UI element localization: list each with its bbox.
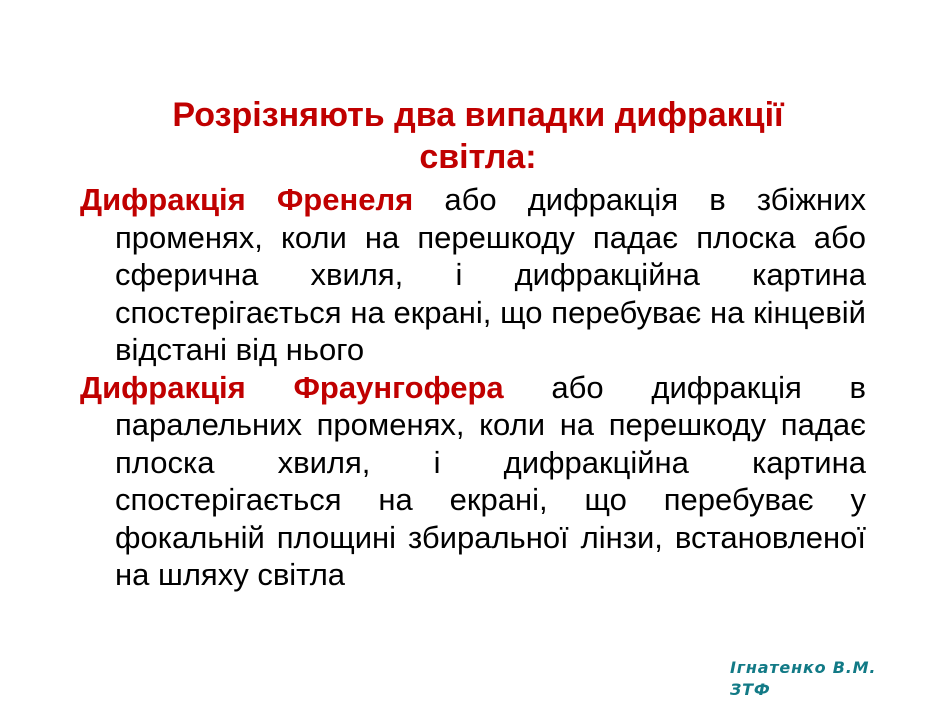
- text-fresnel: або дифракція в збіжних променях, коли на перешкоду падає плоска або сферична хвиля, і дифракційна картина спостерігається на екрані, що перебуває на кінцевій відстані від нього: [115, 182, 866, 367]
- term-fraunhofer: Дифракція Фраунгофера: [80, 369, 504, 405]
- text-fraunhofer: або дифракція в паралельних променях, коли на перешкоду падає плоска хвиля, і дифракційна картина спостерігається на екрані, що перебуває у фокальній площині збиральної лінзи, встановленої на шляху світла: [115, 369, 866, 592]
- paragraph-fraunhofer: [80, 369, 866, 594]
- footer-author: Ігнатенко В.М.: [730, 658, 877, 677]
- slide-body: [80, 181, 866, 594]
- term-fresnel: Дифракція Френеля: [80, 182, 414, 217]
- footer: [730, 657, 930, 701]
- slide-title: Розрізняють два випадки дифракції світла:: [172, 96, 784, 176]
- paragraph-fresnel: [80, 181, 866, 369]
- footer-department: ЗТФ: [730, 680, 771, 699]
